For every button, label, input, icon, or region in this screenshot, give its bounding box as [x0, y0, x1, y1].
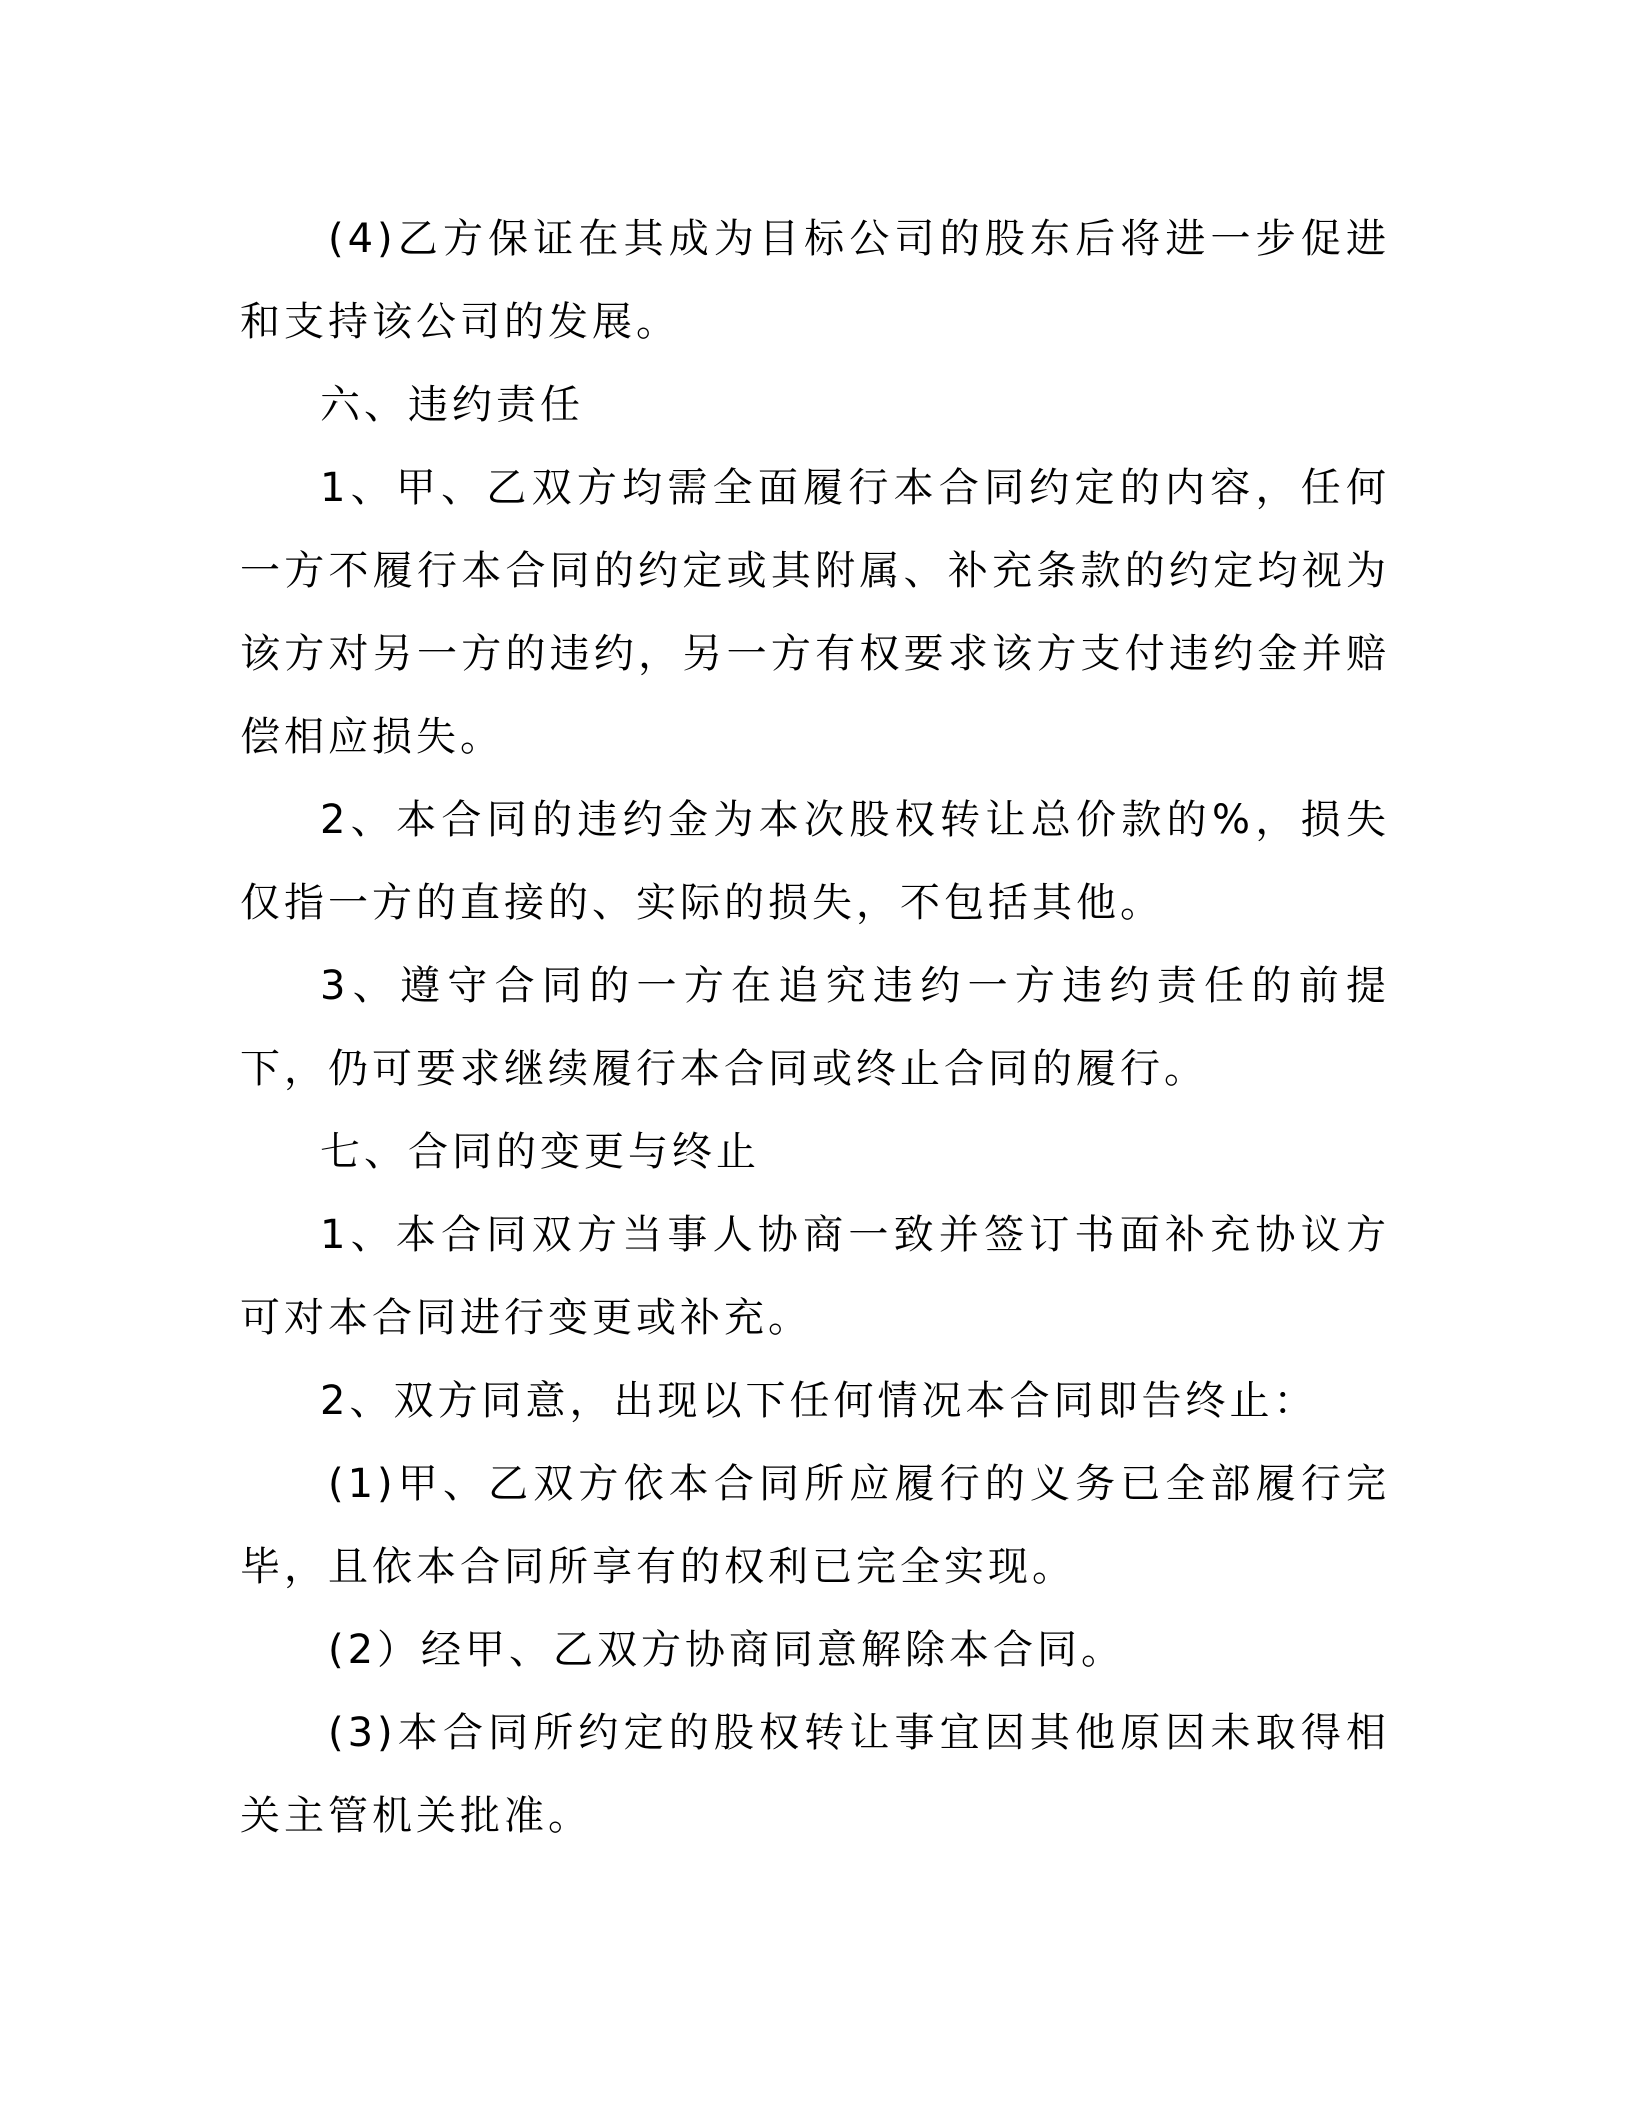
breach-clause-3: 3、遵守合同的一方在追究违约一方违约责任的前提下，仍可要求继续履行本合同或终止合同的履行。 [240, 963, 1390, 1092]
change-clause-2: 2、双方同意，出现以下任何情况本合同即告终止： [320, 1378, 1318, 1424]
section-heading-breach-liability: 六、违约责任 [320, 382, 584, 428]
termination-item-2: (2）经甲、乙双方协商同意解除本合同。 [328, 1627, 1126, 1673]
breach-clause-1: 1、甲、乙双方均需全面履行本合同约定的内容，任何一方不履行本合同的约定或其附属、补充条款的约定均视为该方对另一方的违约，另一方有权要求该方支付违约金并赔偿相应损失。 [240, 465, 1390, 760]
termination-item-3: (3)本合同所约定的股权转让事宜因其他原因未取得相关主管机关批准。 [240, 1710, 1390, 1839]
breach-clause-2: 2、本合同的违约金为本次股权转让总价款的%，损失仅指一方的直接的、实际的损失，不包括其他。 [240, 797, 1390, 926]
termination-item-1: (1)甲、乙双方依本合同所应履行的义务已全部履行完毕，且依本合同所享有的权利已完全实现。 [240, 1461, 1390, 1590]
document-body [240, 198, 1390, 1858]
clause-4-paragraph: (4)乙方保证在其成为目标公司的股东后将进一步促进和支持该公司的发展。 [240, 216, 1390, 345]
section-heading-change-termination: 七、合同的变更与终止 [320, 1129, 760, 1175]
change-clause-1: 1、本合同双方当事人协商一致并签订书面补充协议方可对本合同进行变更或补充。 [240, 1212, 1390, 1341]
